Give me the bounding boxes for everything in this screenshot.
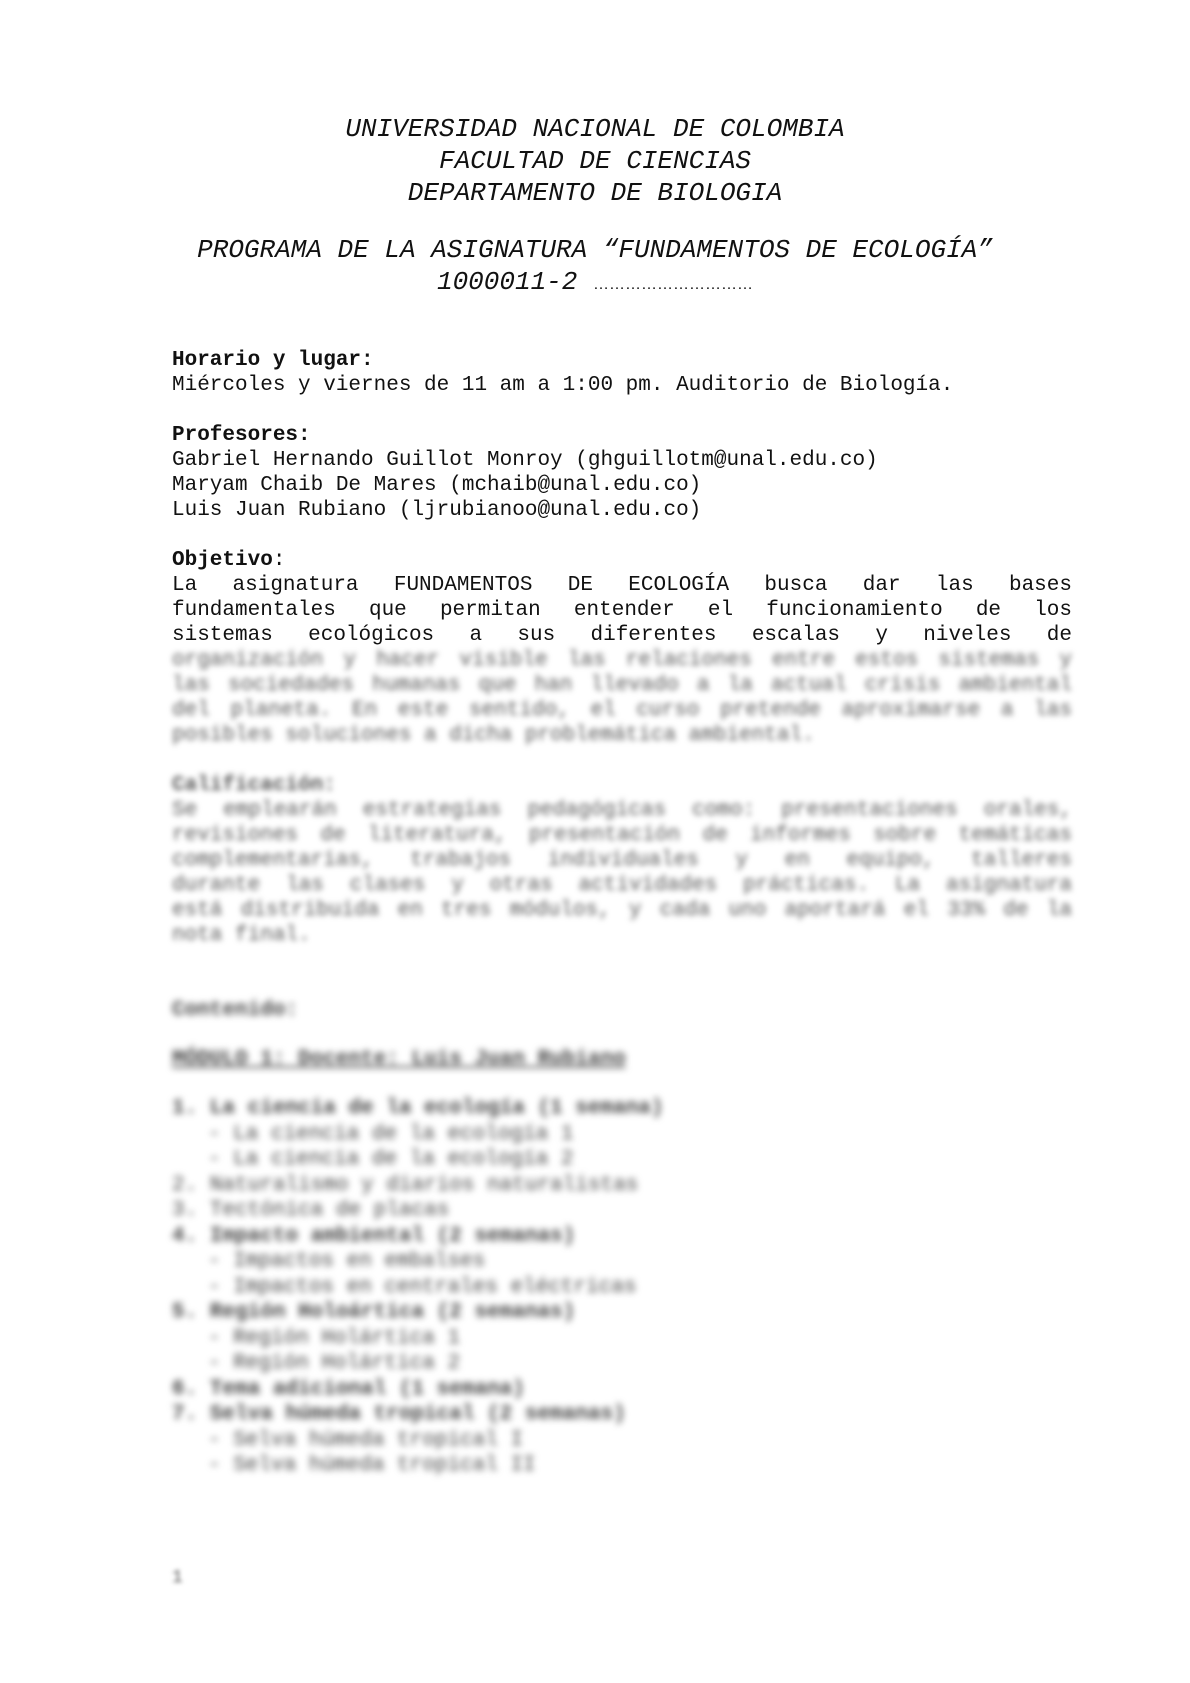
module-title: MÓDULO 1: Docente: Luis Juan Rubiano — [172, 1048, 626, 1071]
professors-label: Profesores: — [172, 424, 311, 447]
professor-item: Luis Juan Rubiano (ljrubianoo@unal.edu.co) — [172, 499, 702, 522]
program-title: PROGRAMA DE LA ASIGNATURA “FUNDAMENTOS DE ECOLOGÍA” — [197, 235, 993, 265]
contents-item: 5. Región Holoártica (2 semanas) — [172, 1301, 576, 1324]
objective-line: sistemas ecológicos a sus diferentes escalas y niveles de — [172, 624, 1072, 647]
contents-subitem: - Región Holártica 2 — [208, 1352, 461, 1375]
objective-section — [172, 548, 1072, 748]
faculty-name: FACULTAD DE CIENCIAS — [438, 146, 752, 176]
grading-line: nota final. — [172, 924, 311, 947]
objective-line-blurred: del planeta. En este sentido, el curso pretende aproximarse a las — [172, 699, 1072, 722]
contents-subitem: - La ciencia de la ecología 2 — [208, 1148, 574, 1171]
contents-subitem: - Impactos en centrales eléctricas — [208, 1275, 637, 1299]
contents-list — [172, 1096, 1072, 1479]
schedule-text: Miércoles y viernes de 11 am a 1:00 pm. Auditorio de Biología. — [172, 374, 954, 397]
course-code: 1000011-2 — [436, 267, 578, 297]
schedule-label: Horario y lugar: — [172, 349, 374, 372]
grading-line: revisiones de literatura, presentación de informes sobre temáticas — [172, 824, 1072, 847]
objective-label: Objetivo — [172, 549, 273, 572]
professor-item: Gabriel Hernando Guillot Monroy (ghguillotm@unal.edu.co) — [172, 449, 878, 472]
contents-section — [172, 998, 1072, 1479]
contents-item: 1. La ciencia de la ecología (1 semana) — [172, 1097, 664, 1120]
university-name: UNIVERSIDAD NACIONAL DE COLOMBIA — [345, 114, 845, 144]
objective-colon: : — [272, 549, 286, 572]
contents-item: 7. Selva húmeda tropical (2 semanas) — [172, 1403, 626, 1426]
contents-subitem: - Región Holártica 1 — [208, 1326, 461, 1350]
contents-subitem: - Selva húmeda tropical I — [208, 1428, 524, 1452]
contents-item: 6. Tema adicional (1 semana) — [172, 1377, 525, 1401]
contents-item: 4. Impacto ambiental (2 semanas) — [172, 1224, 576, 1248]
grading-line: está distribuida en tres módulos, y cada uno aportará el 33% de la — [172, 899, 1072, 922]
department-name: DEPARTAMENTO DE BIOLOGIA — [407, 178, 783, 208]
course-code-line — [0, 266, 1190, 301]
contents-subitem: - Impactos en embalses — [208, 1250, 486, 1273]
objective-line-blurred: posibles soluciones a dicha problemática ambiental. — [172, 724, 815, 747]
contents-subitem: - Selva húmeda tropical II — [208, 1454, 536, 1477]
grading-line: complementarias, trabajos individuales y en equipo, talleres — [172, 849, 1072, 872]
grading-line: Se emplearán estrategias pedagógicas como: presentaciones orales, — [172, 799, 1072, 822]
contents-item: 2. Naturalismo y diarios naturalistas — [172, 1173, 639, 1197]
grading-line: durante las clases y otras actividades prácticas. La asignatura — [172, 874, 1072, 897]
code-dots: ………………………… — [593, 276, 754, 293]
professors-section — [172, 423, 1072, 523]
page-number: 1 — [172, 1568, 183, 1588]
professor-item: Maryam Chaib De Mares (mchaib@unal.edu.co) — [172, 474, 702, 497]
contents-item: 3. Tectónica de placas — [172, 1199, 450, 1222]
objective-line: fundamentales que permitan entender el funcionamiento de los — [172, 599, 1072, 622]
contents-label: Contenido: — [172, 999, 299, 1022]
schedule-section — [172, 348, 1072, 398]
objective-line: La asignatura FUNDAMENTOS DE ECOLOGÍA busca dar las bases — [172, 574, 1072, 597]
objective-line-blurred: las sociedades humanas que han llevado a la actual crisis ambiental — [172, 674, 1072, 697]
grading-section — [172, 773, 1072, 948]
grading-label: Calificación: — [172, 774, 336, 797]
objective-heading — [172, 548, 1072, 573]
objective-line-blurred: organización y hacer visible las relaciones entre estos sistemas y — [172, 649, 1072, 672]
contents-subitem: - La ciencia de la ecología 1 — [208, 1122, 574, 1146]
